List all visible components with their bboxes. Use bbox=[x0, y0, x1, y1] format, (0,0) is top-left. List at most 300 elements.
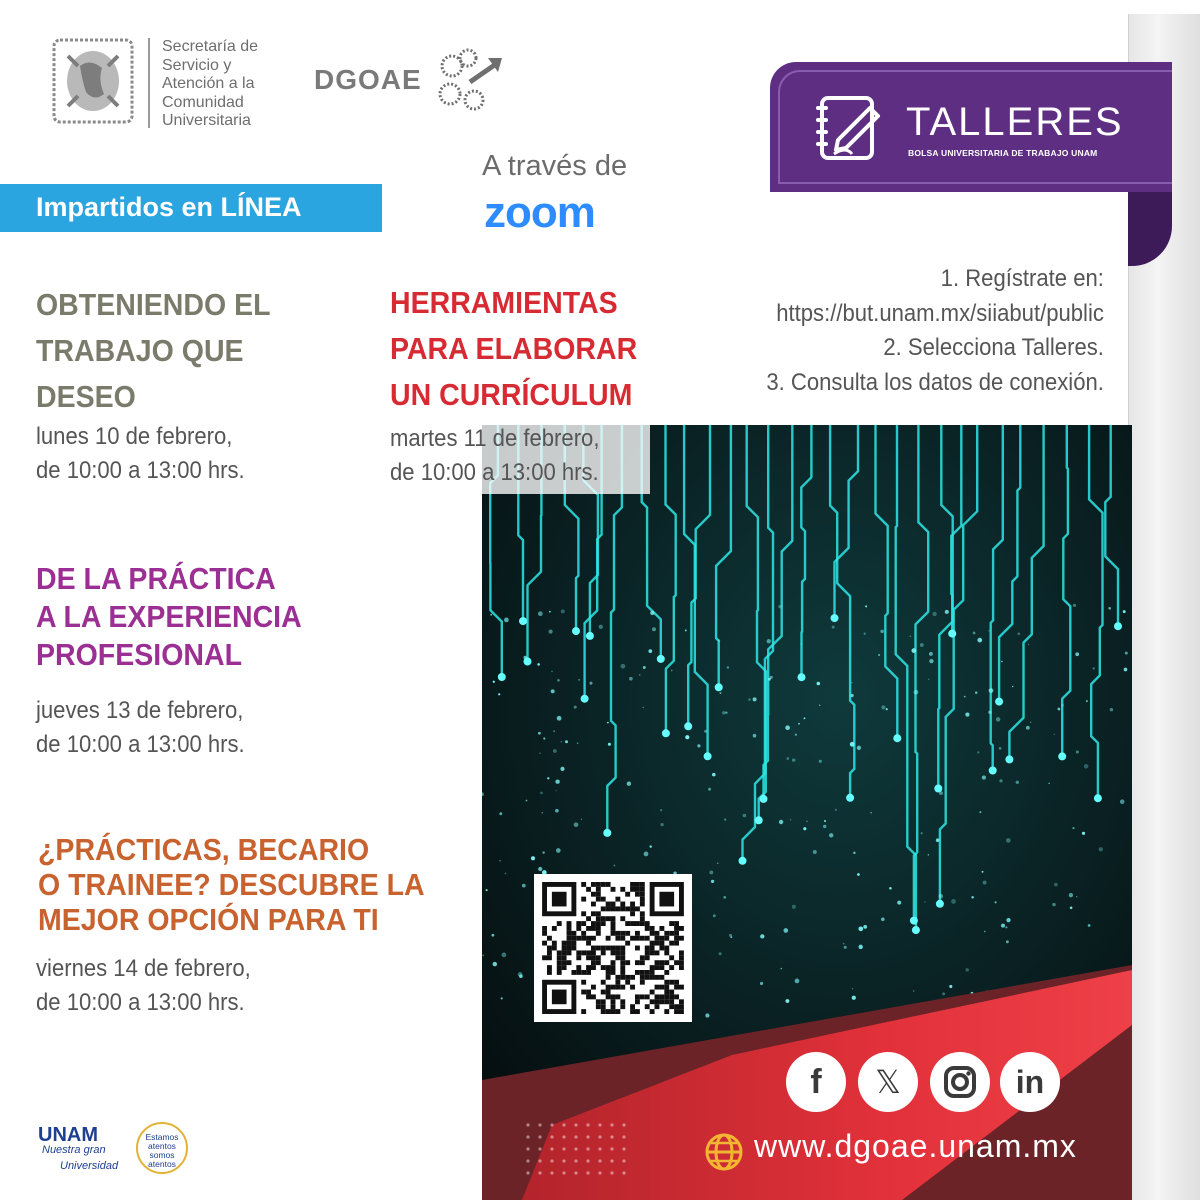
circuit-node bbox=[831, 614, 839, 622]
qr-module bbox=[620, 916, 625, 921]
qr-module bbox=[611, 916, 616, 921]
qr-module bbox=[542, 931, 547, 936]
qr-module bbox=[606, 946, 611, 951]
sparkle bbox=[973, 632, 976, 635]
circuit-node bbox=[1005, 755, 1013, 763]
workshop-4-title bbox=[38, 832, 425, 937]
qr-module bbox=[596, 911, 601, 916]
qr-module bbox=[659, 926, 664, 931]
qr-module bbox=[586, 970, 591, 975]
qr-module bbox=[586, 950, 591, 955]
qr-module bbox=[606, 906, 611, 911]
qr-module bbox=[669, 1004, 674, 1009]
qr-module bbox=[596, 926, 601, 931]
sparkle bbox=[581, 819, 582, 820]
qr-module bbox=[650, 946, 655, 951]
qr-module bbox=[655, 965, 660, 970]
sparkle bbox=[518, 972, 523, 977]
notebook-pen-icon bbox=[812, 92, 886, 164]
sparkle bbox=[557, 679, 560, 682]
qr-module bbox=[674, 941, 679, 946]
sparkle bbox=[599, 625, 603, 629]
unam-logo bbox=[38, 1124, 130, 1182]
linkedin-icon[interactable]: in bbox=[1000, 1052, 1060, 1112]
qr-module bbox=[635, 936, 640, 941]
qr-module bbox=[581, 970, 586, 975]
sparkle bbox=[713, 914, 716, 917]
qr-module bbox=[640, 921, 645, 926]
globe-icon bbox=[704, 1132, 744, 1172]
dot-pattern bbox=[622, 1171, 625, 1174]
sparkle bbox=[843, 943, 845, 945]
sparkle bbox=[729, 934, 732, 937]
qr-module bbox=[557, 955, 562, 960]
qr-module bbox=[679, 1009, 684, 1014]
qr-module bbox=[601, 965, 606, 970]
unam-seal-logo bbox=[50, 36, 136, 126]
circuit-node bbox=[1094, 794, 1102, 802]
sparkle bbox=[835, 809, 837, 811]
dgoae-logo-text: DGOAE bbox=[314, 64, 422, 95]
qr-module bbox=[586, 955, 591, 960]
qr-module bbox=[601, 921, 606, 926]
sparkle bbox=[928, 854, 929, 855]
qr-module bbox=[645, 936, 650, 941]
qr-module bbox=[596, 955, 601, 960]
secretaria-line: Secretaría de bbox=[162, 38, 259, 55]
circuit-node bbox=[760, 795, 768, 803]
circuit-node bbox=[586, 632, 594, 640]
sparkle bbox=[526, 800, 528, 802]
banner-title: TALLERES bbox=[906, 100, 1124, 144]
qr-module bbox=[596, 916, 601, 921]
title-line: TRABAJO QUE bbox=[36, 333, 244, 368]
qr-module bbox=[659, 985, 664, 990]
qr-module bbox=[620, 950, 625, 955]
qr-module bbox=[679, 960, 684, 965]
qr-module bbox=[581, 936, 586, 941]
qr-module bbox=[601, 906, 606, 911]
qr-module bbox=[571, 970, 576, 975]
website-link[interactable]: www.dgoae.unam.mx bbox=[754, 1128, 1077, 1164]
dot-pattern bbox=[610, 1135, 613, 1138]
qr-module bbox=[679, 985, 684, 990]
qr-pattern bbox=[542, 882, 684, 1014]
sparkle bbox=[538, 611, 543, 616]
sparkle bbox=[1054, 883, 1058, 887]
qr-module bbox=[635, 892, 640, 897]
sparkle bbox=[983, 881, 987, 885]
sparkle bbox=[1093, 667, 1095, 669]
sparkle bbox=[999, 747, 1002, 750]
qr-module bbox=[655, 936, 660, 941]
date-line: martes 11 de febrero, bbox=[390, 425, 600, 452]
qr-module bbox=[659, 975, 664, 980]
qr-module bbox=[640, 897, 645, 902]
title-line: A LA EXPERIENCIA bbox=[36, 599, 302, 634]
qr-module bbox=[576, 936, 581, 941]
time-line: de 10:00 a 13:00 hrs. bbox=[36, 731, 245, 758]
circuit-node bbox=[603, 829, 611, 837]
dot-pattern bbox=[598, 1159, 601, 1162]
qr-module bbox=[655, 1004, 660, 1009]
banner-subtitle: BOLSA UNIVERSITARIA DE TRABAJO UNAM bbox=[908, 148, 1098, 158]
qr-module bbox=[630, 975, 635, 980]
qr-module bbox=[606, 990, 611, 995]
qr-module bbox=[611, 921, 616, 926]
x-icon[interactable]: 𝕏 bbox=[858, 1052, 918, 1112]
workshop-2-date bbox=[390, 422, 599, 490]
sparkle bbox=[779, 820, 783, 824]
sparkle bbox=[502, 953, 507, 958]
qr-module bbox=[630, 882, 635, 887]
dot-pattern bbox=[610, 1159, 613, 1162]
sparkle bbox=[929, 659, 933, 663]
qr-module bbox=[674, 994, 679, 999]
sparkle bbox=[556, 848, 561, 853]
time-line: de 10:00 a 13:00 hrs. bbox=[36, 457, 245, 484]
date-line: viernes 14 de febrero, bbox=[36, 955, 251, 982]
qr-module bbox=[635, 931, 640, 936]
qr-module bbox=[664, 1009, 669, 1014]
qr-module bbox=[581, 980, 586, 985]
qr-module bbox=[615, 897, 620, 902]
sparkle bbox=[1072, 827, 1074, 829]
circuit-node bbox=[662, 729, 670, 737]
qr-module bbox=[620, 970, 625, 975]
qr-module bbox=[674, 1009, 679, 1014]
qr-module bbox=[547, 955, 552, 960]
qr-module bbox=[669, 965, 674, 970]
qr-module bbox=[659, 965, 664, 970]
circuit-node bbox=[912, 926, 920, 934]
qr-module bbox=[674, 936, 679, 941]
sparkle bbox=[561, 609, 565, 613]
qr-module bbox=[615, 955, 620, 960]
qr-module bbox=[601, 1004, 606, 1009]
sparkle bbox=[1082, 832, 1085, 835]
qr-module bbox=[611, 902, 616, 907]
qr-module bbox=[669, 921, 674, 926]
qr-module bbox=[596, 897, 601, 902]
dot-pattern bbox=[526, 1147, 529, 1150]
qr-module bbox=[557, 921, 562, 926]
sparkle bbox=[913, 990, 915, 992]
qr-module bbox=[620, 887, 625, 892]
qr-module bbox=[591, 921, 596, 926]
qr-module bbox=[567, 926, 572, 931]
qr-module bbox=[542, 941, 547, 946]
qr-module bbox=[620, 960, 625, 965]
qr-module bbox=[664, 960, 669, 965]
workshop-1-date bbox=[36, 420, 245, 488]
dot-pattern bbox=[538, 1159, 541, 1162]
qr-module bbox=[611, 887, 616, 892]
qr-module bbox=[581, 950, 586, 955]
qr-module bbox=[625, 975, 630, 980]
workshop-4-date bbox=[36, 952, 251, 1020]
sparkle bbox=[1108, 607, 1111, 610]
dot-pattern bbox=[562, 1171, 565, 1174]
sparkle bbox=[493, 962, 497, 966]
qr-module bbox=[591, 985, 596, 990]
qr-module bbox=[669, 999, 674, 1004]
sparkle bbox=[881, 918, 885, 922]
qr-module bbox=[567, 946, 572, 951]
title-line: PARA ELABORAR bbox=[390, 331, 638, 366]
sparkle bbox=[643, 666, 646, 669]
dot-pattern bbox=[562, 1147, 565, 1150]
qr-module bbox=[591, 994, 596, 999]
sparkle bbox=[1061, 704, 1064, 707]
sparkle bbox=[712, 773, 716, 777]
sparkle bbox=[574, 822, 579, 827]
qr-module bbox=[669, 941, 674, 946]
qr-module bbox=[581, 921, 586, 926]
sparkle bbox=[531, 856, 535, 860]
qr-module bbox=[576, 950, 581, 955]
sparkle bbox=[851, 682, 852, 683]
dot-pattern bbox=[562, 1123, 565, 1126]
secretaria-line: Universitaria bbox=[162, 112, 251, 129]
qr-module bbox=[620, 965, 625, 970]
circuit-node bbox=[715, 683, 723, 691]
qr-module bbox=[664, 936, 669, 941]
sparkle bbox=[763, 767, 764, 768]
dot-pattern bbox=[550, 1159, 553, 1162]
qr-module bbox=[674, 960, 679, 965]
sparkle bbox=[939, 791, 943, 795]
qr-module bbox=[630, 1004, 635, 1009]
qr-module bbox=[635, 970, 640, 975]
sparkle bbox=[505, 873, 507, 875]
circuit-node bbox=[846, 794, 854, 802]
qr-module bbox=[664, 999, 669, 1004]
sparkle bbox=[792, 758, 795, 761]
sparkle bbox=[977, 638, 982, 643]
qr-module bbox=[562, 946, 567, 951]
qr-module bbox=[650, 950, 655, 955]
sparkle bbox=[743, 814, 746, 817]
sparkle bbox=[1123, 610, 1126, 613]
qr-module bbox=[611, 994, 616, 999]
sparkle bbox=[539, 752, 541, 754]
qr-module bbox=[630, 911, 635, 916]
qr-module bbox=[645, 975, 650, 980]
sparkle bbox=[785, 725, 790, 730]
qr-module bbox=[615, 931, 620, 936]
sparkle bbox=[760, 934, 764, 938]
sparkle bbox=[977, 751, 979, 753]
sparkle bbox=[995, 901, 997, 903]
sparkle bbox=[1006, 940, 1009, 943]
qr-module bbox=[591, 892, 596, 897]
sparkle bbox=[1125, 652, 1128, 655]
qr-module bbox=[645, 994, 650, 999]
qr-module bbox=[611, 950, 616, 955]
qr-module bbox=[581, 911, 586, 916]
sparkle bbox=[486, 889, 488, 891]
dot-pattern bbox=[574, 1159, 577, 1162]
qr-module bbox=[669, 980, 674, 985]
qr-module bbox=[620, 985, 625, 990]
sparkle bbox=[1110, 708, 1114, 712]
sparkle bbox=[945, 610, 949, 614]
sparkle bbox=[1005, 926, 1007, 928]
sparkle bbox=[880, 630, 883, 633]
sparkle bbox=[988, 630, 989, 631]
qr-module bbox=[567, 960, 572, 965]
sparkle bbox=[853, 852, 855, 854]
dot-pattern bbox=[622, 1135, 625, 1138]
sparkle bbox=[1073, 604, 1076, 607]
qr-module bbox=[625, 980, 630, 985]
qr-module bbox=[650, 990, 655, 995]
sparkle bbox=[790, 819, 791, 820]
sparkle bbox=[648, 649, 652, 653]
sparkle bbox=[723, 896, 726, 899]
sparkle bbox=[832, 626, 835, 629]
sparkle bbox=[537, 663, 540, 666]
dot-pattern bbox=[538, 1147, 541, 1150]
qr-module bbox=[640, 955, 645, 960]
qr-code[interactable] bbox=[534, 874, 692, 1022]
qr-module bbox=[659, 941, 664, 946]
title-line: DE LA PRÁCTICA bbox=[36, 561, 276, 596]
sparkle bbox=[608, 743, 611, 746]
dot-pattern bbox=[622, 1159, 625, 1162]
sparkle bbox=[540, 792, 543, 795]
qr-module bbox=[601, 882, 606, 887]
workshop-2-title bbox=[390, 280, 637, 418]
dot-pattern bbox=[610, 1123, 613, 1126]
qr-module bbox=[620, 931, 625, 936]
qr-module bbox=[669, 955, 674, 960]
sparkle bbox=[870, 812, 872, 814]
sparkle bbox=[932, 612, 936, 616]
qr-module bbox=[630, 921, 635, 926]
dot-pattern bbox=[622, 1147, 625, 1150]
qr-module bbox=[611, 970, 616, 975]
sparkle bbox=[614, 865, 616, 867]
sparkle bbox=[804, 717, 806, 719]
sparkle bbox=[928, 679, 929, 680]
circuit-node bbox=[989, 767, 997, 775]
qr-module bbox=[586, 916, 591, 921]
zoom-logo: zoom bbox=[484, 188, 595, 237]
qr-module bbox=[586, 936, 591, 941]
qr-module bbox=[645, 1004, 650, 1009]
sparkle bbox=[1076, 896, 1077, 897]
sparkle bbox=[979, 811, 981, 813]
sparkle bbox=[621, 664, 626, 669]
qr-module bbox=[615, 950, 620, 955]
sparkle bbox=[936, 838, 940, 842]
dot-pattern bbox=[538, 1135, 541, 1138]
sparkle bbox=[574, 706, 577, 709]
estamos-atentos-logo bbox=[136, 1122, 188, 1174]
qr-module bbox=[640, 911, 645, 916]
dot-pattern bbox=[574, 1135, 577, 1138]
circuit-node bbox=[519, 617, 527, 625]
sparkle bbox=[852, 988, 853, 989]
sparkle bbox=[965, 968, 969, 972]
sparkle bbox=[984, 931, 986, 933]
circuit-node bbox=[893, 734, 901, 742]
qr-module bbox=[655, 950, 660, 955]
qr-module bbox=[542, 926, 547, 931]
qr-module bbox=[581, 1009, 586, 1014]
qr-module bbox=[640, 916, 645, 921]
step-1: 1. Regístrate en: bbox=[940, 265, 1104, 292]
sparkle bbox=[817, 682, 821, 686]
qr-module bbox=[606, 936, 611, 941]
qr-module bbox=[552, 926, 557, 931]
qr-module bbox=[650, 1009, 655, 1014]
unam-wordmark: UNAM bbox=[38, 1124, 98, 1146]
sparkle bbox=[823, 825, 826, 828]
sparkle bbox=[660, 823, 663, 826]
qr-module bbox=[620, 999, 625, 1004]
qr-module bbox=[659, 999, 664, 1004]
sparkle bbox=[709, 870, 713, 874]
qr-module bbox=[591, 946, 596, 951]
qr-module bbox=[640, 936, 645, 941]
qr-module bbox=[606, 902, 611, 907]
sparkle bbox=[878, 654, 880, 656]
qr-module bbox=[562, 941, 567, 946]
dot-pattern bbox=[538, 1171, 541, 1174]
sparkle bbox=[971, 896, 973, 898]
qr-module bbox=[615, 906, 620, 911]
sparkle bbox=[1016, 781, 1019, 784]
qr-module bbox=[620, 955, 625, 960]
sparkle bbox=[929, 652, 933, 656]
circuit-node bbox=[704, 752, 712, 760]
sparkle bbox=[650, 611, 654, 615]
qr-module bbox=[596, 887, 601, 892]
qr-module bbox=[625, 906, 630, 911]
facebook-icon[interactable]: f bbox=[786, 1052, 846, 1112]
qr-module bbox=[591, 960, 596, 965]
sparkle bbox=[914, 690, 919, 695]
registration-link[interactable]: https://but.unam.mx/siiabut/public bbox=[776, 299, 1104, 327]
qr-module bbox=[611, 1009, 616, 1014]
sparkle bbox=[561, 741, 562, 742]
circuit-node bbox=[572, 627, 580, 635]
qr-module bbox=[567, 941, 572, 946]
dgoae-symbol-icon bbox=[430, 44, 506, 116]
estamos-line: somos bbox=[149, 1150, 175, 1160]
qr-module bbox=[576, 926, 581, 931]
dot-pattern bbox=[610, 1171, 613, 1174]
dot-pattern bbox=[526, 1171, 529, 1174]
qr-module bbox=[611, 965, 616, 970]
dot-pattern bbox=[598, 1147, 601, 1150]
qr-module bbox=[674, 931, 679, 936]
qr-module bbox=[606, 970, 611, 975]
qr-module bbox=[664, 990, 669, 995]
qr-module bbox=[664, 931, 669, 936]
workshop-3-title bbox=[36, 560, 302, 674]
sparkle bbox=[565, 740, 568, 743]
sparkle bbox=[865, 605, 867, 607]
sparkle bbox=[768, 678, 771, 681]
qr-module bbox=[635, 906, 640, 911]
online-badge bbox=[0, 184, 382, 232]
instagram-icon[interactable] bbox=[930, 1052, 990, 1112]
dot-pattern bbox=[586, 1147, 589, 1150]
